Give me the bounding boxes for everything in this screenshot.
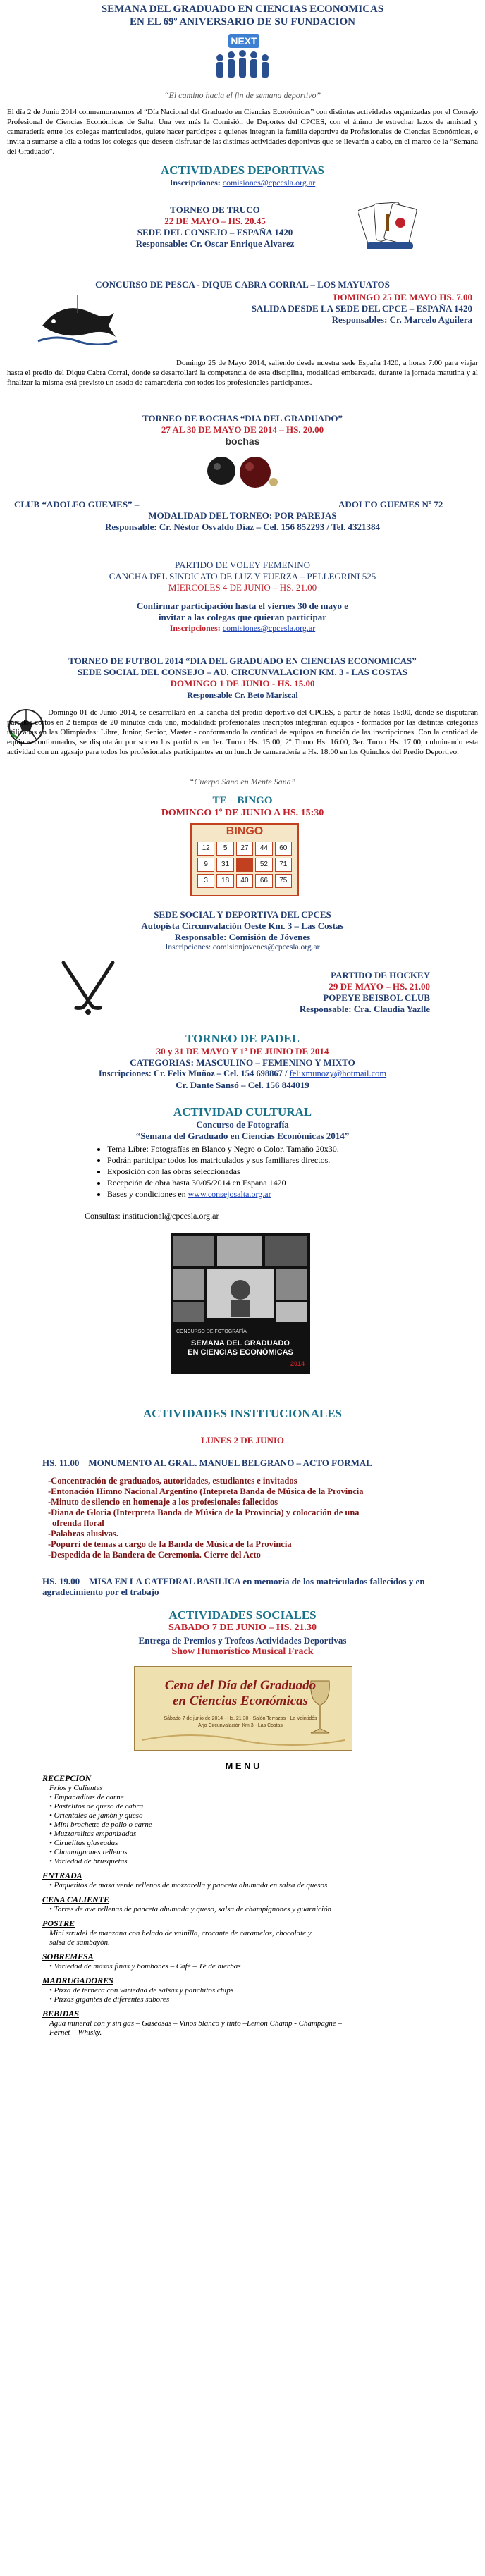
hockey-date: 29 DE MAYO – HS. 21.00 bbox=[329, 981, 430, 992]
institucionales-title: ACTIVIDADES INSTITUCIONALES bbox=[143, 1407, 342, 1420]
cena-card-line: Sábado 7 de junio de 2014 - Hs. 21.30 - Salón Terrazas - La Veintidós bbox=[164, 1716, 317, 1721]
menu-section-head: RECEPCION bbox=[42, 1773, 92, 1783]
bingo-cell: 71 bbox=[275, 858, 292, 872]
menu-section-head: MADRUGADORES bbox=[42, 1976, 113, 1985]
truco-responsable: Responsable: Cr. Oscar Enrique Alvarez bbox=[135, 238, 295, 249]
photo-contest-poster bbox=[171, 1233, 310, 1374]
truco-title: TORNEO DE TRUCO bbox=[170, 204, 260, 215]
menu-section bbox=[42, 1871, 479, 1890]
truco-block bbox=[99, 204, 331, 249]
cultural-bullet-list bbox=[92, 1143, 444, 1200]
hockey-title: PARTIDO DE HOCKEY bbox=[331, 970, 430, 980]
menu-item: Fríos y Calientes bbox=[49, 1784, 103, 1792]
futbol-date: DOMINGO 1 DE JUNIO - HS. 15.00 bbox=[170, 678, 315, 689]
pesca-block bbox=[155, 292, 472, 326]
institucionales-hs2 bbox=[42, 1576, 472, 1597]
poster-year: 2014 bbox=[290, 1360, 305, 1367]
cultural-subtitle: Concurso de Fotografía bbox=[196, 1119, 289, 1130]
menu-item: • Variedad de brusquetas bbox=[49, 1857, 128, 1866]
cena-card-title1: Cena del Día del Graduado bbox=[164, 1678, 317, 1693]
futbol-text: Domingo 01 de Junio 2014, se desarrollará en la cancha del predio deportivo del CPCES, a partir de horas 15:00, donde se disputarán partidos cortos en 2 tiempos de 20 minutos cada uno, modalidad: profesionales inscriptos integrarán equipos - formados por las distintas categorías utilizadas en las Olimpíadas: Libre, Junior, Senior, Master - conformando la cantidad de equipos en función de las inscripciones. Con la cantidad de equipos conformados, se disputarán por sorteo los partidos en 1er. Turno Hs. 15:00, 2º Turno Hs. 16:00, 3er. Turno Hs. 17:00, culminando esta actividad con un agasajo para todos los profesionales participantes en un lunch de camaradería a Hs. 18:00 en los Quinchos del Predio Deportivo. bbox=[7, 708, 478, 756]
cultural-bullet: • Tema Libre: Fotografías en Blanco y Negro o Color. Tamaño 20x30. bbox=[107, 1143, 444, 1154]
menu-item: • Muzzarelitas empanizadas bbox=[49, 1830, 137, 1838]
menu-section-head: BEBIDAS bbox=[42, 2009, 80, 2019]
bingo-cell: 60 bbox=[275, 842, 292, 856]
poster-label: CONCURSO DE FOTOGRAFÍA bbox=[176, 1329, 247, 1334]
people-icon bbox=[207, 31, 278, 80]
hs2-text: MISA EN LA CATEDRAL BASILICA en memoria de los matriculados fallecidos y en agradecimiento por el trabajo bbox=[42, 1576, 425, 1597]
cena-card-title2: en Ciencias Económicas bbox=[172, 1694, 309, 1708]
sociales-sub2: Show Humorístico Musical Frack bbox=[171, 1646, 314, 1657]
cultural-bullet bbox=[107, 1188, 444, 1200]
bingo-grid bbox=[192, 839, 297, 891]
menu-section-head: CENA CALIENTE bbox=[42, 1894, 110, 1904]
bingo-title: TE – BINGO bbox=[212, 795, 273, 806]
bingo-place1: SEDE SOCIAL Y DEPORTIVA DEL CPCES bbox=[154, 909, 331, 920]
cultural-bullet: • Recepción de obra hasta 30/05/2014 en Espana 1420 bbox=[107, 1177, 444, 1188]
pesca-place: SALIDA DESDE LA SEDE DEL CPCE – ESPAÑA 1420 bbox=[251, 303, 472, 314]
acto-item: -Minuto de silencio en homenaje a los profesionales fallecidos bbox=[48, 1497, 278, 1507]
photo-collage bbox=[171, 1233, 310, 1325]
deportivas-title: ACTIVIDADES DEPORTIVAS bbox=[161, 164, 324, 177]
poster-title bbox=[171, 1339, 310, 1357]
menu-item: • Ciruelitas glaseadas bbox=[49, 1839, 118, 1847]
cards-icon bbox=[358, 199, 422, 255]
acto-item: -Popurrí de temas a cargo de la Banda de Música de la Provincia bbox=[48, 1539, 292, 1549]
futbol-title1: TORNEO DE FUTBOL 2014 “DIA DEL GRADUADO EN CIENCIAS ECONOMICAS” bbox=[68, 655, 417, 666]
intro-paragraph: El día 2 de Junio 2014 conmemoraremos el “Día Nacional del Graduado en Ciencias Económicas” con distintas actividades organizadas por el Consejo Profesional de Ciencias Económicas de Salta. Una vez más la Comisión de Deportes del CPCES, con el ánimo de estrechar lazos de amistad y camaradería entre los colegas matriculados, quiere hacer partícipes a quienes integran la familia deportiva de Profesionales de Ciencias Económicas, e invita a sumarse a ella a todos los colegas que deseen disfrutar de las distintas actividades deportivas que se llevarán a cabo, en el marco de la “Semana del Graduado”. bbox=[7, 108, 478, 156]
logo-text: NEXT bbox=[231, 35, 257, 47]
deportivas-email-link[interactable]: comisiones@cpcesla.org.ar bbox=[222, 178, 316, 187]
poster-title2: EN CIENCIAS ECONÓMICAS bbox=[188, 1348, 293, 1357]
header-motto: “El camino hacia el fin de semana deportivo” bbox=[164, 90, 321, 100]
institucionales-list bbox=[48, 1476, 471, 1560]
hs1-text: MONUMENTO AL GRAL. MANUEL BELGRANO – ACTO FORMAL bbox=[88, 1458, 372, 1468]
menu-item: • Champignones rellenos bbox=[49, 1848, 128, 1856]
acto-item: -Palabras alusivas. bbox=[48, 1529, 119, 1539]
bochas-club-right: ADOLFO GUEMES Nº 72 bbox=[338, 499, 443, 510]
truco-date: 22 DE MAYO – HS. 20.45 bbox=[164, 216, 266, 226]
bingo-cell: 44 bbox=[255, 842, 272, 856]
menu-section bbox=[42, 1894, 479, 1914]
hs1-time: HS. 11.00 bbox=[42, 1458, 80, 1468]
padel-categorias: CATEGORIAS: MASCULINO – FEMENINO Y MIXTO bbox=[130, 1057, 355, 1068]
cultural-bases-text: Bases y condiciones en bbox=[107, 1189, 186, 1199]
bingo-cell bbox=[236, 858, 253, 872]
cultural-consultas: Consultas: institucional@cpcesla.org.ar bbox=[85, 1211, 219, 1221]
sociales-date: SABADO 7 DE JUNIO – HS. 21.30 bbox=[168, 1622, 317, 1633]
bingo-cell: 66 bbox=[255, 874, 272, 888]
cena-card-title bbox=[135, 1678, 346, 1709]
cena-card bbox=[134, 1666, 352, 1751]
pesca-date: DOMINGO 25 DE MAYO HS. 7.00 bbox=[333, 292, 472, 302]
bingo-cell: 9 bbox=[197, 858, 214, 872]
bingo-card-title: BINGO bbox=[226, 825, 264, 837]
menu-item: salsa de sambayón. bbox=[49, 1938, 110, 1947]
menu-item: • Variedad de masas finas y bombones – Café – Té de hierbas bbox=[49, 1962, 241, 1971]
bingo-cell: 5 bbox=[216, 842, 233, 856]
next-logo bbox=[207, 31, 278, 80]
deportivas-inscripciones bbox=[0, 178, 485, 188]
bingo-cell: 12 bbox=[197, 842, 214, 856]
bochas-title: TORNEO DE BOCHAS “DIA DEL GRADUADO” bbox=[142, 413, 343, 424]
header-title-line1: SEMANA DEL GRADUADO EN CIENCIAS ECONOMICAS bbox=[101, 4, 384, 15]
menu-item: • Paquetitos de masa verde rellenos de mozzarella y panceta ahumada en salsa de quesos bbox=[49, 1881, 328, 1890]
menu-item: • Mini brochette de pollo o carne bbox=[49, 1820, 152, 1829]
pesca-title: CONCURSO DE PESCA - DIQUE CABRA CORRAL – LOS MAYUATOS bbox=[95, 279, 390, 290]
menu-item: • Orientales de jamón y queso bbox=[49, 1811, 143, 1820]
cultural-bullet: • Podrán participar todos los matriculados y sus familiares directos. bbox=[107, 1154, 444, 1166]
bingo-cell: 52 bbox=[255, 858, 272, 872]
menu-list bbox=[42, 1773, 479, 2042]
futbol-responsable: Responsable Cr. Beto Mariscal bbox=[187, 690, 298, 700]
menu-section bbox=[42, 1918, 479, 1947]
acto-item: ofrenda floral bbox=[52, 1518, 104, 1528]
cultural-title: ACTIVIDAD CULTURAL bbox=[173, 1105, 312, 1118]
voley-confirm2: invitar a las colegas que quieran participar bbox=[158, 612, 327, 622]
padel-title: TORNEO DE PADEL bbox=[185, 1032, 300, 1045]
bochas-img-label: bochas bbox=[225, 436, 260, 447]
voley-date: MIERCOLES 4 DE JUNIO – HS. 21.00 bbox=[168, 582, 317, 593]
cena-card-line2: Arjo Circunvalación Km 3 - Las Costas bbox=[198, 1723, 283, 1728]
hockey-place: POPEYE BEISBOL CLUB bbox=[323, 992, 430, 1003]
acto-item: -Diana de Gloria (Interpreta Banda de Música de la Provincia) y colocación de una bbox=[48, 1508, 360, 1517]
bochas-image bbox=[200, 436, 285, 492]
bingo-cell: 18 bbox=[216, 874, 233, 888]
menu-section bbox=[42, 1773, 479, 1866]
bochas-date: 27 AL 30 DE MAYO DE 2014 – HS. 20.00 bbox=[161, 424, 324, 435]
cultural-name: “Semana del Graduado en Ciencias Económicas 2014” bbox=[135, 1130, 350, 1141]
menu-item: Agua mineral con y sin gas – Gaseosas – Vinos blanco y tinto –Lemon Champ - Champagne – bbox=[49, 2019, 343, 2028]
header-title bbox=[0, 3, 485, 28]
bingo-card bbox=[190, 823, 299, 896]
voley-inscripciones-label: Inscripciones: bbox=[169, 623, 221, 633]
acto-item: -Entonación Himno Nacional Argentino (Intepreta Banda de Música de la Provincia bbox=[48, 1486, 364, 1496]
bingo-cell: 31 bbox=[216, 858, 233, 872]
acto-item: -Concentración de graduados, autoridades, estudiantes e invitados bbox=[48, 1476, 297, 1486]
padel-inscripciones-text: Inscripciones: Cr. Felix Muñoz – Cel. 154 698867 / bbox=[98, 1068, 288, 1078]
pesca-text: Domingo 25 de Mayo 2014, saliendo desde nuestra sede España 1420, a horas 7:00 para viajar hasta el predio del Dique Cabra Corral, donde se desarrollará la competencia de esta disciplina, modalidad embarcada, durante la jornada matutina y al finalizar la misma está previsto un asado de camaradería con todos los profesionales participantes. bbox=[7, 359, 478, 387]
menu-item: • Pizza de ternera con variedad de salsas y panchitos chips bbox=[49, 1986, 234, 1995]
menu-item: • Pizzas gigantes de diferentes sabores bbox=[49, 1995, 170, 2004]
bingo-cell: 75 bbox=[275, 874, 292, 888]
menu-section-head: SOBREMESA bbox=[42, 1952, 94, 1961]
hs2-time: HS. 19.00 bbox=[42, 1576, 80, 1586]
menu-section-head: ENTRADA bbox=[42, 1871, 82, 1880]
acto-item: -Despedida de la Bandera de Ceremonia. Cierre del Acto bbox=[48, 1550, 261, 1560]
bochas-modalidad: MODALIDAD DEL TORNEO: POR PAREJAS bbox=[148, 510, 337, 521]
institucionales-hs1 bbox=[42, 1458, 372, 1469]
bingo-date: DOMINGO 1º DE JUNIO A HS. 15:30 bbox=[161, 808, 324, 818]
fish-icon bbox=[35, 292, 120, 345]
menu-item: • Empanaditas de carne bbox=[49, 1793, 124, 1801]
cultural-bullet: • Exposición con las obras seleccionadas bbox=[107, 1166, 444, 1177]
bochas-responsable: Responsable: Cr. Néstor Osvaldo Díaz – Cel. 156 852293 / Tel. 4321384 bbox=[104, 522, 380, 532]
futbol-motto: “Cuerpo Sano en Mente Sana” bbox=[189, 777, 296, 787]
hockey-sticks-icon bbox=[49, 960, 127, 1016]
pesca-responsable: Responsables: Cr. Marcelo Aguilera bbox=[331, 314, 472, 325]
bochas-club-left: CLUB “ADOLFO GUEMES” – bbox=[14, 499, 140, 510]
sociales-sub1: Entrega de Premios y Trofeos Actividades Deportivas bbox=[138, 1635, 347, 1646]
institucionales-date: LUNES 2 DE JUNIO bbox=[200, 1435, 285, 1446]
deportivas-inscripciones-label: Inscripciones: bbox=[169, 178, 221, 187]
menu-item: Mini strudel de manzana con helado de vainilla, crocante de caramelos, chocolate y bbox=[49, 1929, 312, 1937]
padel-email-link[interactable]: felixmunozy@hotmail.com bbox=[289, 1068, 387, 1078]
poster-title1: SEMANA DEL GRADUADO bbox=[191, 1339, 290, 1348]
bases-link[interactable]: www.consejosalta.org.ar bbox=[188, 1189, 271, 1199]
voley-inscripciones bbox=[0, 623, 485, 634]
cultural-bullets bbox=[92, 1143, 444, 1200]
header-title-line2: EN EL 69º ANIVERSARIO DE SU FUNDACION bbox=[129, 16, 355, 27]
futbol-title2: SEDE SOCIAL DEL CONSEJO – AU. CIRCUNVALACION KM. 3 - LAS COSTAS bbox=[78, 667, 407, 677]
menu-item: • Torres de ave rellenas de panceta ahumada y queso, salsa de champignones y guarnición bbox=[49, 1905, 332, 1913]
bingo-place2: Autopista Circunvalación Oeste Km. 3 – Las Costas bbox=[141, 920, 344, 931]
menu-section bbox=[42, 2009, 479, 2038]
bingo-inscripciones: Inscripciones: comisionjovenes@cpcesla.org.ar bbox=[165, 943, 320, 951]
padel-inscripciones bbox=[0, 1068, 485, 1079]
menu-section bbox=[42, 1976, 479, 2004]
hockey-block bbox=[197, 970, 430, 1015]
menu-item: Fernet – Whisky. bbox=[49, 2028, 102, 2037]
bingo-cell: 40 bbox=[236, 874, 253, 888]
voley-confirm1: Confirmar participación hasta el viernes 30 de mayo e bbox=[136, 600, 349, 611]
menu-item: • Pastelitos de queso de cabra bbox=[49, 1802, 144, 1811]
voley-title: PARTIDO DE VOLEY FEMENINO bbox=[175, 560, 310, 570]
bingo-responsable: Responsable: Comisión de Jóvenes bbox=[174, 932, 311, 942]
bingo-cell: 27 bbox=[236, 842, 253, 856]
menu-title: M E N U bbox=[225, 1761, 260, 1771]
sociales-title: ACTIVIDADES SOCIALES bbox=[168, 1608, 317, 1622]
bingo-cell: 3 bbox=[197, 874, 214, 888]
hockey-responsable: Responsable: Cra. Claudia Yazlle bbox=[299, 1004, 430, 1014]
voley-email-link[interactable]: comisiones@cpcesla.org.ar bbox=[222, 623, 316, 633]
truco-place: SEDE DEL CONSEJO – ESPAÑA 1420 bbox=[137, 227, 293, 238]
padel-date: 30 y 31 DE MAYO Y 1º DE JUNIO DE 2014 bbox=[156, 1046, 329, 1056]
menu-section bbox=[42, 1952, 479, 1971]
padel-dante: Cr. Dante Sansó – Cel. 156 844019 bbox=[176, 1080, 309, 1090]
menu-section-head: POSTRE bbox=[42, 1918, 75, 1928]
voley-place: CANCHA DEL SINDICATO DE LUZ Y FUERZA – PELLEGRINI 525 bbox=[109, 571, 376, 581]
